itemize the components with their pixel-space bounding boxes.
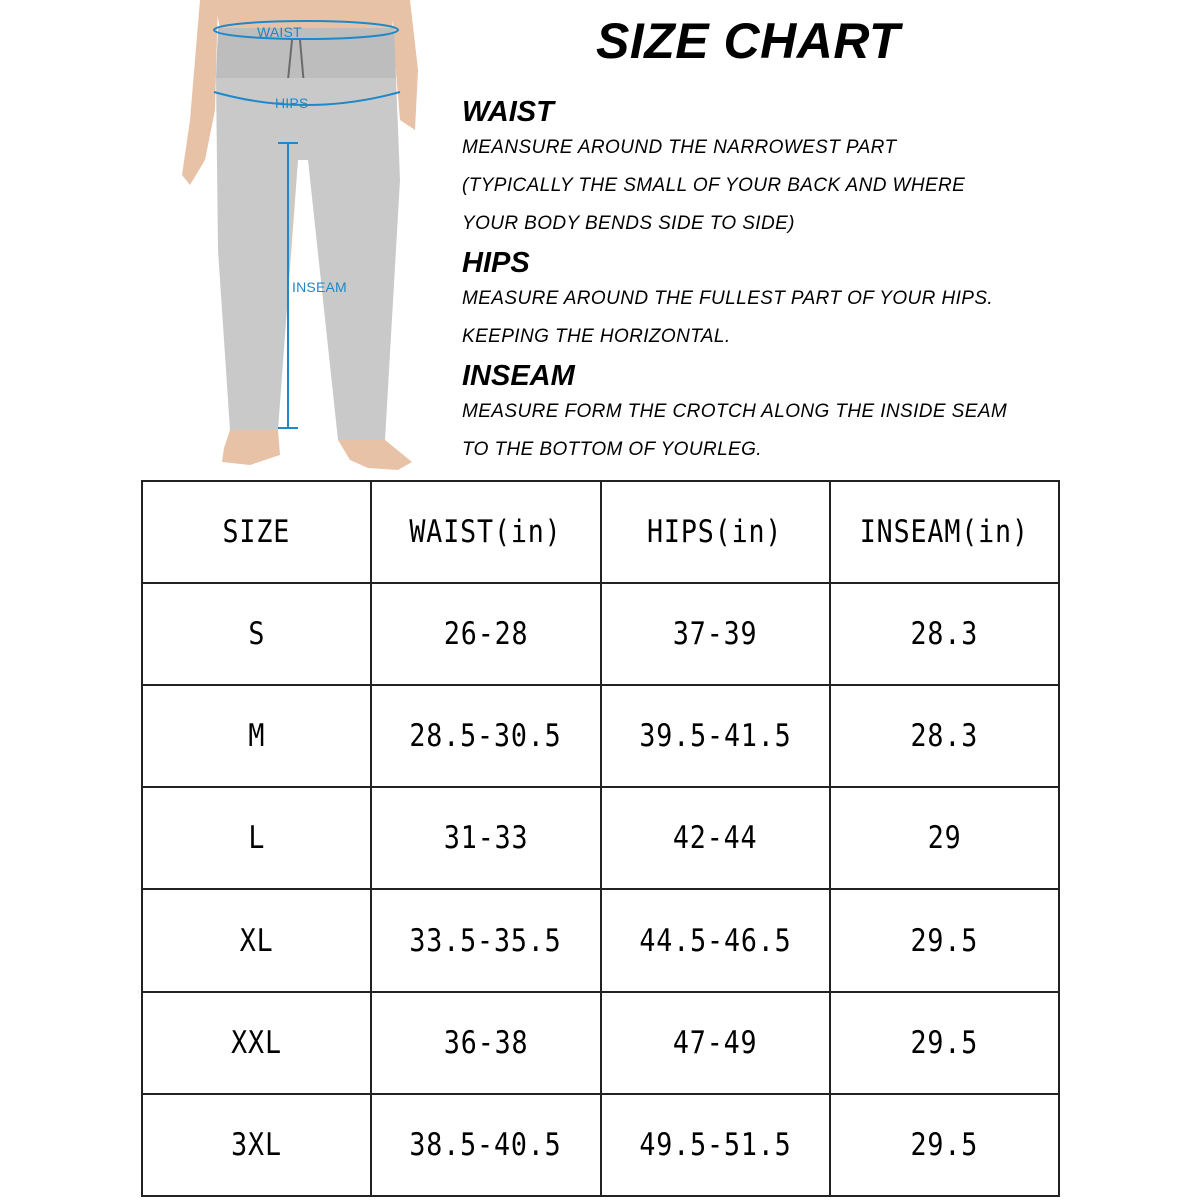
pants-shape xyxy=(216,78,400,440)
header-size: SIZE xyxy=(142,481,371,583)
torso-shape xyxy=(215,0,395,30)
cell-inseam: 28.3 xyxy=(830,685,1059,787)
section-line: KEEPING THE HORIZONTAL. xyxy=(462,326,731,347)
hips-measure-label: HIPS xyxy=(275,95,309,111)
section-line: MEANSURE AROUND THE NARROWEST PART xyxy=(462,137,897,158)
cell-waist: 26-28 xyxy=(371,583,600,685)
section-heading: INSEAM xyxy=(462,360,575,392)
cell-waist: 28.5-30.5 xyxy=(371,685,600,787)
left-arm-shape xyxy=(182,0,218,185)
header-inseam: INSEAM(in) xyxy=(830,481,1059,583)
section-heading: HIPS xyxy=(462,247,530,279)
table-row xyxy=(142,583,1059,685)
table-row xyxy=(142,787,1059,889)
table-row xyxy=(142,685,1059,787)
cell-hips: 39.5-41.5 xyxy=(601,685,830,787)
section-heading: WAIST xyxy=(462,96,554,128)
header-hips: HIPS(in) xyxy=(601,481,830,583)
cell-waist: 36-38 xyxy=(371,992,600,1094)
header-waist: WAIST(in) xyxy=(371,481,600,583)
table-header-row xyxy=(142,481,1059,583)
table-row xyxy=(142,992,1059,1094)
cell-hips: 49.5-51.5 xyxy=(601,1094,830,1196)
cell-inseam: 29.5 xyxy=(830,992,1059,1094)
section-hips xyxy=(462,246,1162,356)
right-foot-shape xyxy=(338,440,412,470)
size-table xyxy=(141,480,1060,1197)
left-foot-shape xyxy=(222,430,280,465)
cell-size: L xyxy=(142,787,371,889)
table-row xyxy=(142,1094,1059,1196)
waistband-shape xyxy=(216,28,396,78)
cell-inseam: 29 xyxy=(830,787,1059,889)
cell-hips: 37-39 xyxy=(601,583,830,685)
section-line: MEASURE FORM THE CROTCH ALONG THE INSIDE SEAM xyxy=(462,401,1008,422)
cell-size: XL xyxy=(142,889,371,991)
cell-waist: 31-33 xyxy=(371,787,600,889)
cell-waist: 38.5-40.5 xyxy=(371,1094,600,1196)
page-title: SIZE CHART xyxy=(596,13,901,69)
cell-size: S xyxy=(142,583,371,685)
cell-inseam: 29.5 xyxy=(830,1094,1059,1196)
cell-size: 3XL xyxy=(142,1094,371,1196)
cell-hips: 47-49 xyxy=(601,992,830,1094)
cell-waist: 33.5-35.5 xyxy=(371,889,600,991)
section-line: MEASURE AROUND THE FULLEST PART OF YOUR HIPS. xyxy=(462,288,994,309)
cell-size: M xyxy=(142,685,371,787)
inseam-measure-label: INSEAM xyxy=(292,279,347,295)
cell-size: XXL xyxy=(142,992,371,1094)
section-inseam xyxy=(462,359,1162,469)
cell-inseam: 29.5 xyxy=(830,889,1059,991)
section-line: TO THE BOTTOM OF YOURLEG. xyxy=(462,439,762,460)
waist-measure-label: WAIST xyxy=(257,24,302,40)
cell-inseam: 28.3 xyxy=(830,583,1059,685)
table-row xyxy=(142,889,1059,991)
cell-hips: 42-44 xyxy=(601,787,830,889)
section-line: (TYPICALLY THE SMALL OF YOUR BACK AND WHERE xyxy=(462,175,966,196)
section-waist xyxy=(462,95,1162,243)
section-line: YOUR BODY BENDS SIDE TO SIDE) xyxy=(462,213,795,234)
pants-illustration xyxy=(160,0,450,475)
cell-hips: 44.5-46.5 xyxy=(601,889,830,991)
pants-figure-svg xyxy=(160,0,450,475)
